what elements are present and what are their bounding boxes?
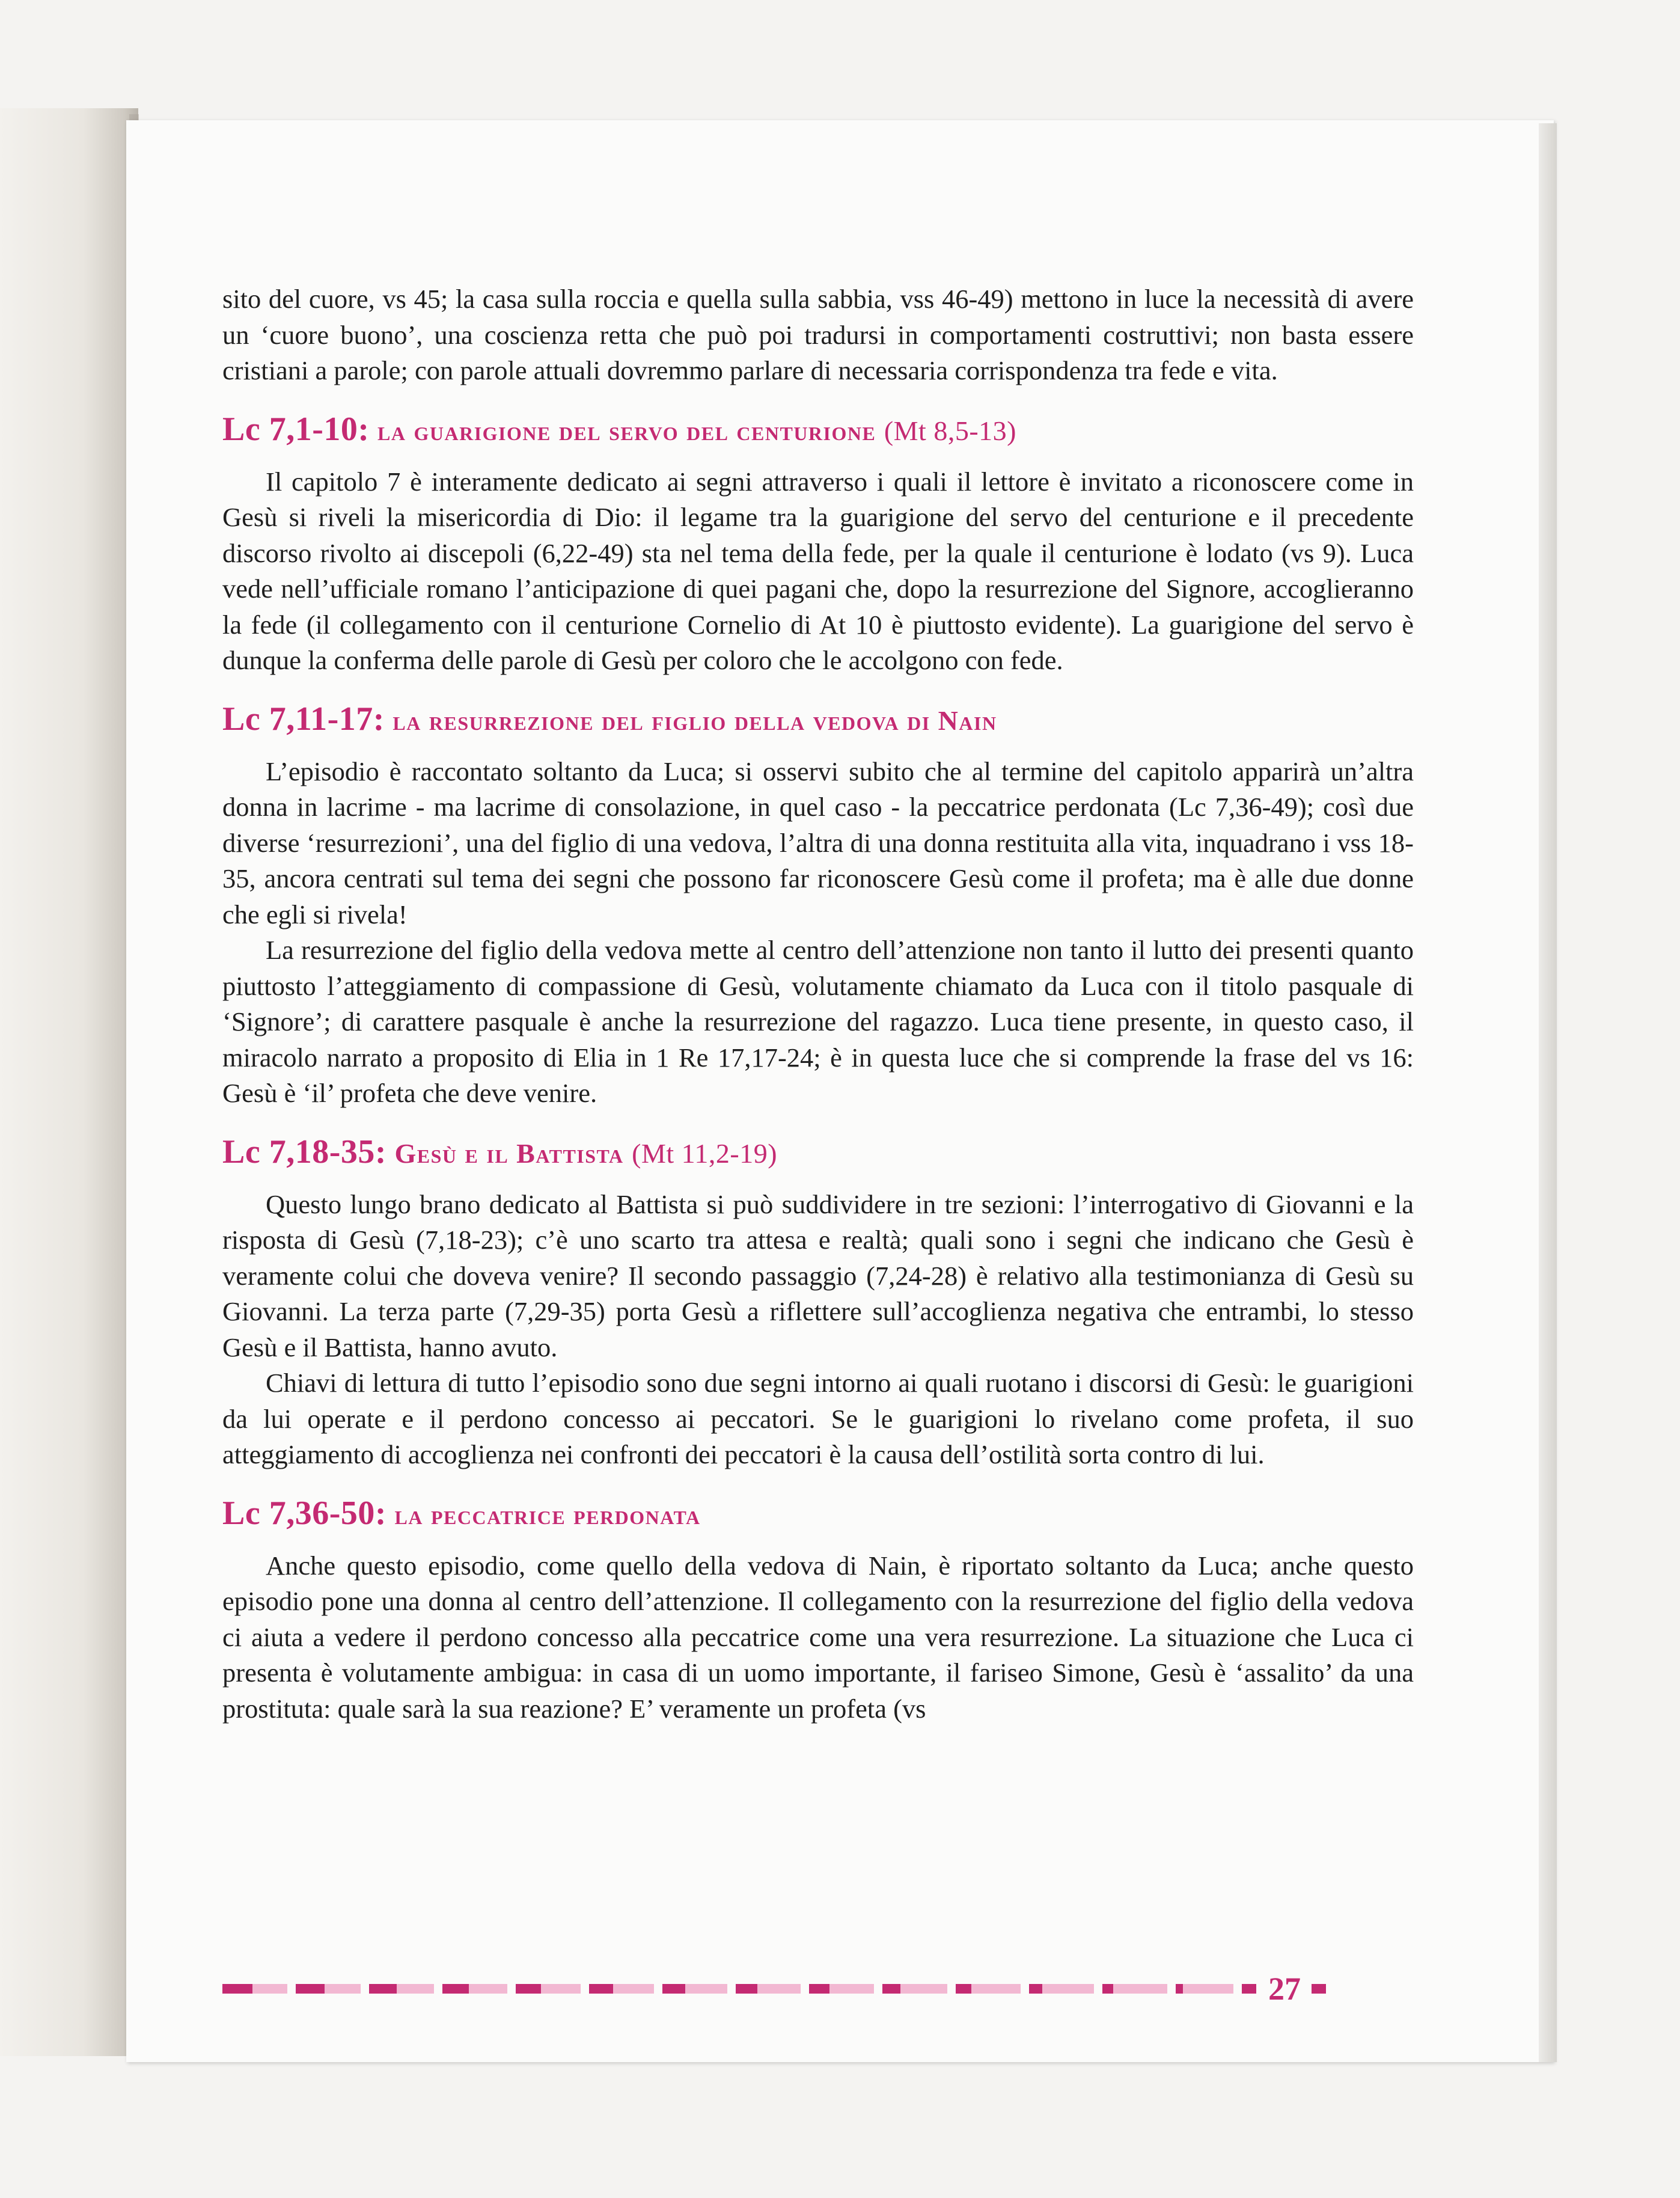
page-edge-shadow — [1539, 123, 1557, 2062]
footer-segment — [516, 1984, 581, 1994]
footer-segment — [1176, 1984, 1233, 1994]
footer-end-block — [1312, 1984, 1326, 1994]
left-page-edge — [0, 108, 138, 2056]
heading-ref: Lc 7,11-17: — [222, 700, 385, 738]
footer-segment — [1029, 1984, 1094, 1994]
footer-decorative-bar — [222, 1971, 1419, 2007]
footer-segment — [296, 1984, 361, 1994]
footer-segment — [662, 1984, 727, 1994]
heading-ref: Lc 7,18-35: — [222, 1133, 387, 1171]
page-number: 27 — [1268, 1971, 1301, 2007]
footer-segment — [882, 1984, 947, 1994]
intro-paragraph: sito del cuore, vs 45; la casa sulla roccia e quella sulla sabbia, vss 46-49) mettono in luce la necessità di avere un ‘cuore buono’, una coscienza retta che può poi tradursi in comportamenti costruttivi; non basta essere cristiani a parole; con parole attuali dovremmo parlare di necessaria corrispondenza tra fede e vita. — [222, 284, 1414, 385]
heading-parallel: (Mt 8,5-13) — [884, 415, 1016, 446]
heading-title: la resurrezione del figlio della vedova di Nain — [393, 705, 997, 736]
section-4-paragraph-1: Anche questo episodio, come quello della vedova di Nain, è riportato soltanto da Luca; anche questo episodio pone una donna al centro dell’attenzione. Il collegamento con la resurrezione del figlio della vedova ci aiuta a vedere il perdono concesso alla peccatrice come una vera resurrezione. La situazione che Luca ci presenta è volutamente ambigua: in casa di un uomo importante, il fariseo Simone, Gesù è ‘assalito’ da una prostituta: quale sarà la sua reazione? E’ veramente un profeta (vs — [222, 1550, 1414, 1724]
footer-segment — [369, 1984, 434, 1994]
footer-segment — [809, 1984, 874, 1994]
section-heading-2 — [222, 699, 1414, 741]
footer-segment — [736, 1984, 801, 1994]
heading-ref: Lc 7,1-10: — [222, 410, 370, 448]
heading-title: Gesù e il Battista — [394, 1137, 624, 1169]
section-2-paragraph-1: L’episodio è raccontato soltanto da Luca; si osservi subito che al termine del capitolo apparirà un’altra donna in lacrime - ma lacrime di consolazione, in quel caso - la peccatrice perdonata (Lc 7,36-49); così due diverse ‘resurrezioni’, una del figlio di una vedova, l’altra di una donna restituita alla vita, inquadrano i vss 18-35, ancora centrati sul tema dei segni che possono far riconoscere Gesù come il profeta; ma è alle due donne che egli si rivela! — [222, 756, 1414, 929]
heading-title: la peccatrice perdonata — [394, 1499, 701, 1530]
footer-segment — [1102, 1984, 1167, 1994]
section-heading-3 — [222, 1132, 1414, 1174]
footer-segment — [1242, 1984, 1256, 1994]
section-1-paragraph-1: Il capitolo 7 è interamente dedicato ai segni attraverso i quali il lettore è invitato a riconoscere come in Gesù si riveli la misericordia di Dio: il legame tra la guarigione del servo del centurione e il precedente discorso rivolto ai discepoli (6,22-49) sta nel tema della fede, per la quale il centurione è lodato (vs 9). Luca vede nell’ufficiale romano l’anticipazione di quei pagani che, dopo la resurrezione del Signore, accoglieranno la fede (il collegamento con il centurione Cornelio di At 10 è piuttosto evidente). La guarigione del servo è dunque la conferma delle parole di Gesù per coloro che le accolgono con fede. — [222, 466, 1414, 675]
section-3-paragraph-1: Questo lungo brano dedicato al Battista si può suddividere in tre sezioni: l’interrogativo di Giovanni e la risposta di Gesù (7,18-23); c’è uno scarto tra attesa e realtà; quali sono i segni che indicano che Gesù è veramente colui che doveva venire? Il secondo passaggio (7,24-28) è relativo alla testimonianza di Gesù su Giovanni. La terza parte (7,29-35) porta Gesù a riflettere sull’accoglienza negativa che entrambi, lo stesso Gesù e il Battista, hanno avuto. — [222, 1189, 1414, 1362]
section-heading-4 — [222, 1493, 1414, 1535]
section-3-paragraph-2: Chiavi di lettura di tutto l’episodio sono due segni intorno ai quali ruotano i discorsi di Gesù: le guarigioni da lui operate e il perdono concesso ai peccatori. Se le guarigioni lo rivelano come profeta, il suo atteggiamento di accoglienza nei confronti dei peccatori è la causa dell’ostilità sorta contro di lui. — [222, 1368, 1414, 1469]
footer-segment — [956, 1984, 1021, 1994]
footer-segment — [222, 1984, 287, 1994]
section-heading-1 — [222, 409, 1414, 451]
heading-title: la guarigione del servo del centurione — [377, 415, 876, 446]
heading-ref: Lc 7,36-50: — [222, 1494, 387, 1532]
section-2-paragraph-2: La resurrezione del figlio della vedova mette al centro dell’attenzione non tanto il lutto dei presenti quanto piuttosto l’atteggiamento di compassione di Gesù, volutamente chiamato da Luca con il titolo pasquale di ‘Signore’; di carattere pasquale è anche la resurrezione del ragazzo. Luca tiene presente, in questo caso, il miracolo narrato a proposito di Elia in 1 Re 17,17-24; è in questa luce che si comprende la frase del vs 16: Gesù è ‘il’ profeta che deve venire. — [222, 935, 1414, 1108]
heading-parallel: (Mt 11,2-19) — [632, 1137, 778, 1169]
footer-segment — [589, 1984, 654, 1994]
page-text — [222, 281, 1414, 1727]
footer-segment — [442, 1984, 507, 1994]
